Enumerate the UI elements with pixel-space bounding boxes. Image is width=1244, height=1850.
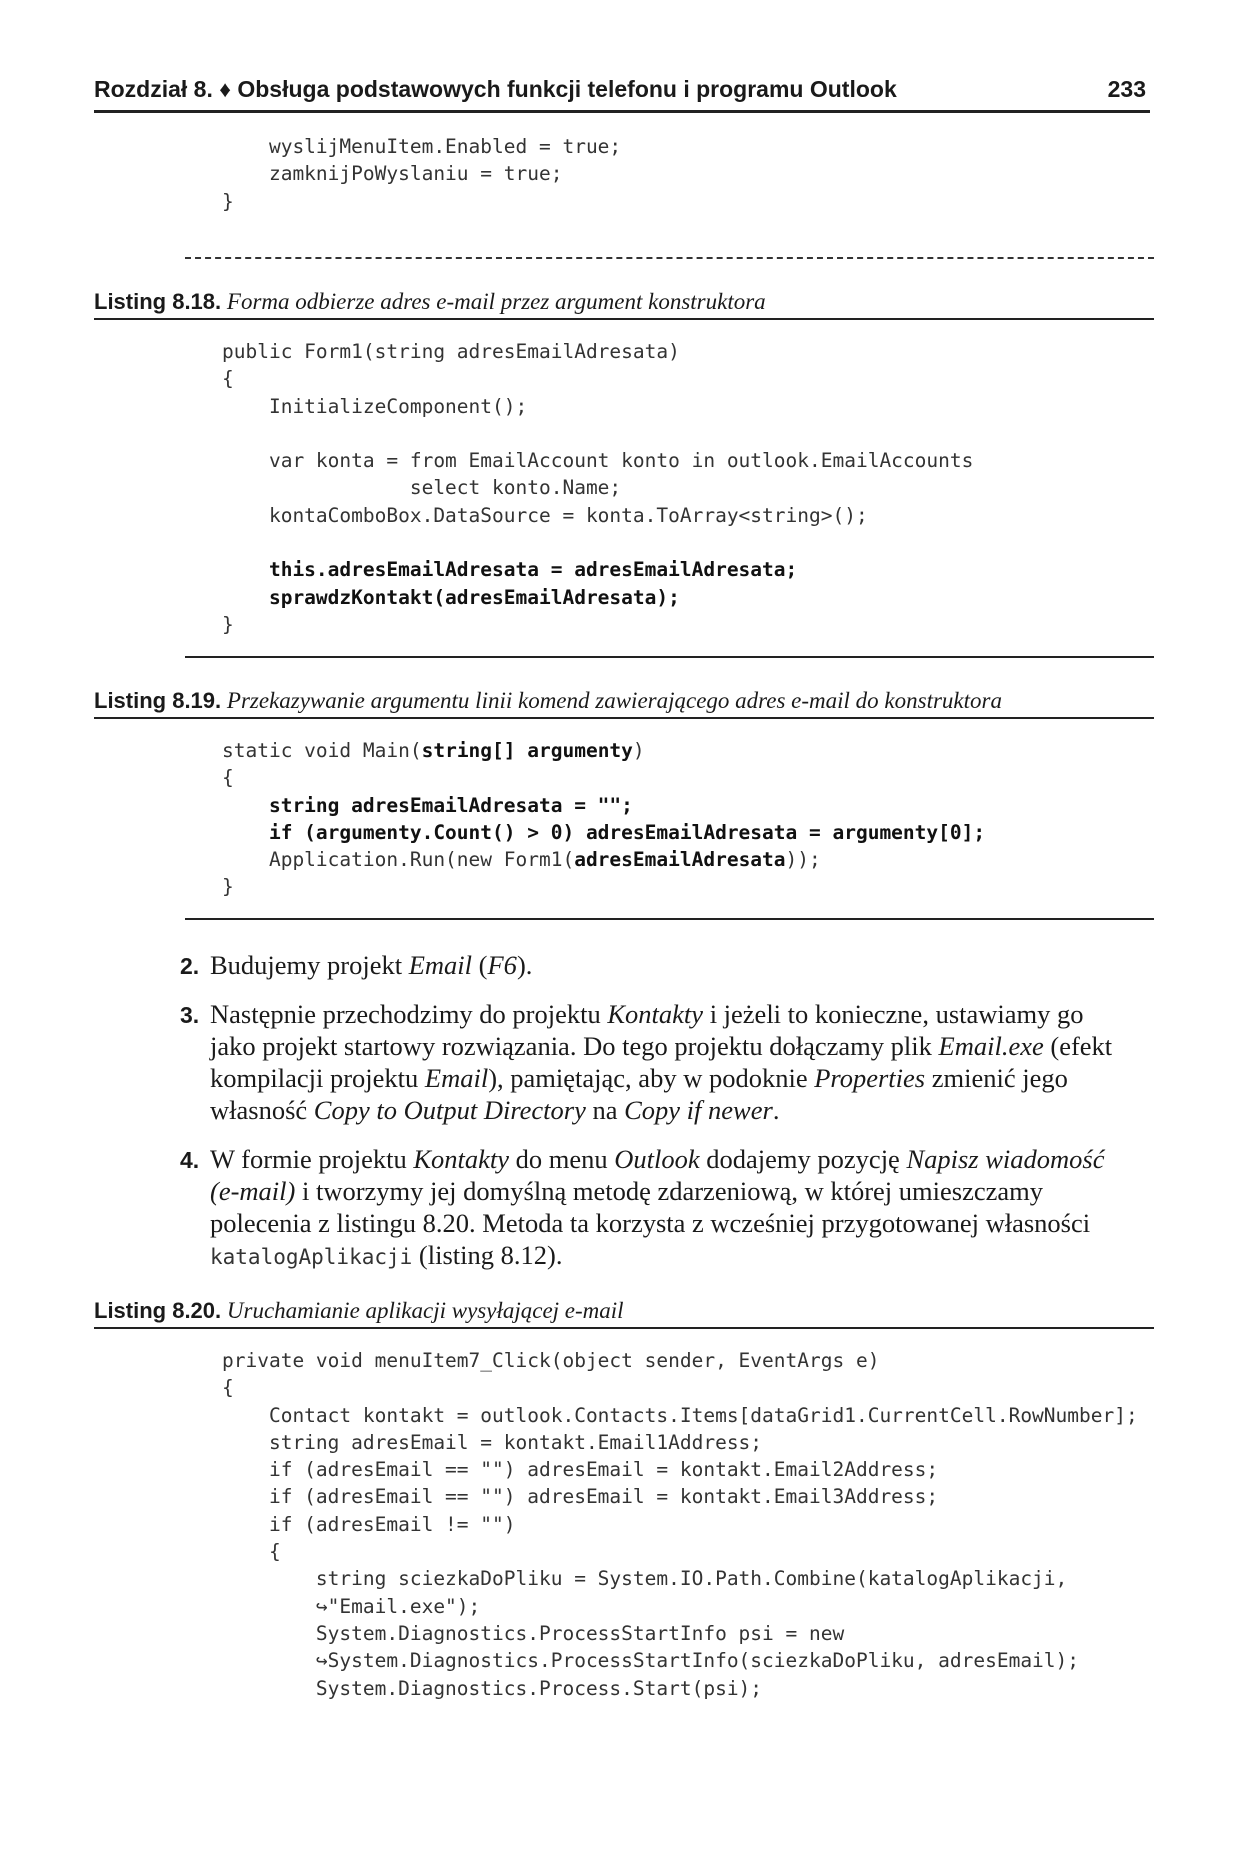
caption-rule (94, 318, 1154, 320)
code-line-highlight: string adresEmailAdresata = ""; (222, 793, 633, 817)
step-emphasis: Copy if newer (624, 1095, 773, 1125)
listing-820-code (222, 1347, 1138, 1702)
code-line: System.Diagnostics.ProcessStartInfo psi = new (222, 1621, 845, 1645)
code-line: string sciezkaDoPliku = System.IO.Path.Combine(katalogAplikacji, (222, 1567, 1068, 1591)
code-line: { (222, 367, 234, 391)
code-line: zamknijPoWyslaniu = true; (222, 162, 563, 186)
step-emphasis: Email.exe (938, 1031, 1044, 1061)
caption-rule (94, 1327, 1154, 1329)
code-line-continuation: ↪"Email.exe"); (222, 1594, 481, 1618)
code-line-highlight: this.adresEmailAdresata = adresEmailAdresata; (222, 558, 798, 582)
code-line: public Form1(string adresEmailAdresata) (222, 340, 680, 363)
code-line: wyslijMenuItem.Enabled = true; (222, 135, 622, 158)
code-line: { (222, 1540, 281, 1564)
code-line: private void menuItem7_Click(object sender, EventArgs e) (222, 1349, 880, 1372)
step-emphasis: Email (424, 1063, 489, 1093)
steps-list (180, 949, 1130, 1290)
running-header (94, 74, 1150, 113)
listing-end-rule (185, 918, 1154, 920)
code-line: if (adresEmail != "") (222, 1512, 516, 1536)
step-emphasis: Copy to Output Directory (313, 1095, 586, 1125)
code-line: Contact kontakt = outlook.Contacts.Items[dataGrid1.CurrentCell.RowNumber]; (222, 1403, 1138, 1427)
code-line-continuation: ↪System.Diagnostics.ProcessStartInfo(sciezkaDoPliku, adresEmail); (222, 1649, 1080, 1673)
step-emphasis: Kontakty (413, 1144, 510, 1174)
listing-819-code (222, 737, 985, 901)
code-line: } (222, 189, 234, 213)
code-line: if (adresEmail == "") adresEmail = kontakt.Email3Address; (222, 1485, 939, 1509)
step-number: 2. (180, 953, 200, 979)
listing-end-rule (185, 656, 1154, 658)
code-segment-highlight: string[] argumenty (421, 739, 633, 762)
step-emphasis: Outlook (614, 1144, 700, 1174)
step-text: Budujemy projekt (210, 950, 409, 980)
step-text: Następnie przechodzimy do projektu (210, 999, 608, 1029)
page-number: 233 (1107, 76, 1146, 102)
step-number: 3. (180, 1002, 200, 1028)
step-text: dodajemy pozycję (699, 1144, 907, 1174)
listing-description: Uruchamianie aplikacji wysyłającej e-mail (226, 1298, 624, 1323)
code-line-highlight: if (argumenty.Count() > 0) adresEmailAdresata = argumenty[0]; (222, 820, 986, 844)
caption-rule (94, 717, 1154, 719)
step-text: i tworzymy jej domyślną metodę zdarzeniową, w której umieszczamy polecenia z listingu 8.20. Metoda ta korzysta z wcześniej przygotowanej własności (210, 1176, 1091, 1238)
listing-end-rule (185, 257, 1154, 259)
listing-number: Listing 8.18. (94, 289, 222, 314)
listing-818-code (222, 338, 973, 638)
code-line: if (adresEmail == "") adresEmail = kontakt.Email2Address; (222, 1458, 939, 1482)
step-text: . (772, 1095, 780, 1125)
code-segment-highlight: adresEmailAdresata (574, 848, 786, 872)
code-line: kontaComboBox.DataSource = konta.ToArray<string>(); (222, 503, 868, 527)
code-line: { (222, 766, 234, 790)
code-line: select konto.Name; (222, 476, 622, 500)
code-continuation (222, 133, 621, 215)
listing-description: Forma odbierze adres e-mail przez argument konstruktora (226, 289, 766, 314)
listing-number: Listing 8.20. (94, 1298, 222, 1323)
step-item (180, 998, 1130, 1126)
step-text: ). (516, 950, 533, 980)
code-line: var konta = from EmailAccount konto in outlook.EmailAccounts (222, 449, 974, 473)
listing-819-caption (94, 686, 1154, 716)
listing-number: Listing 8.19. (94, 688, 222, 713)
step-text: zmienić jego własność (210, 1063, 1068, 1125)
step-code: katalogAplikacji (210, 1245, 413, 1269)
step-text: i jeżeli to konieczne, ustawiamy go jako projekt startowy rozwiązania. Do tego projektu dołączamy plik (210, 999, 1084, 1061)
listing-description: Przekazywanie argumentu linii komend zawierającego adres e-mail do konstruktora (226, 688, 1002, 713)
code-line (222, 739, 645, 762)
code-line: InitializeComponent(); (222, 394, 528, 418)
code-segment: ) (632, 739, 645, 762)
step-number: 4. (180, 1147, 200, 1173)
code-line: } (222, 612, 234, 636)
code-line-highlight: sprawdzKontakt(adresEmailAdresata); (222, 585, 680, 609)
step-text: do menu (509, 1144, 615, 1174)
listing-818-caption (94, 287, 1154, 317)
step-emphasis: Email (408, 950, 473, 980)
code-segment: static void Main( (222, 739, 422, 762)
chapter-title: Rozdział 8. ♦ Obsługa podstawowych funkcji telefonu i programu Outlook (94, 76, 897, 102)
step-emphasis: Kontakty (607, 999, 704, 1029)
step-item (180, 1143, 1130, 1273)
step-text: (listing 8.12). (412, 1240, 563, 1270)
step-item (180, 949, 1130, 981)
step-text: W formie projektu (210, 1144, 414, 1174)
code-line: string adresEmail = kontakt.Email1Address; (222, 1430, 763, 1454)
code-line: } (222, 875, 234, 899)
step-text: ( (472, 950, 488, 980)
code-line (222, 848, 821, 871)
code-segment: Application.Run(new Form1( (222, 848, 575, 872)
step-emphasis: F6 (487, 950, 517, 980)
listing-820-caption (94, 1296, 1154, 1326)
step-text: na (585, 1095, 625, 1125)
code-line: System.Diagnostics.Process.Start(psi); (222, 1676, 763, 1700)
step-text: (efekt kompilacji projektu (210, 1031, 1113, 1093)
code-segment: )); (785, 848, 821, 872)
step-emphasis: Properties (814, 1063, 926, 1093)
step-emphasis: Napisz wiadomość (e-mail) (210, 1144, 1105, 1206)
code-line: { (222, 1376, 234, 1400)
step-text: ), pamiętając, aby w podoknie (488, 1063, 815, 1093)
